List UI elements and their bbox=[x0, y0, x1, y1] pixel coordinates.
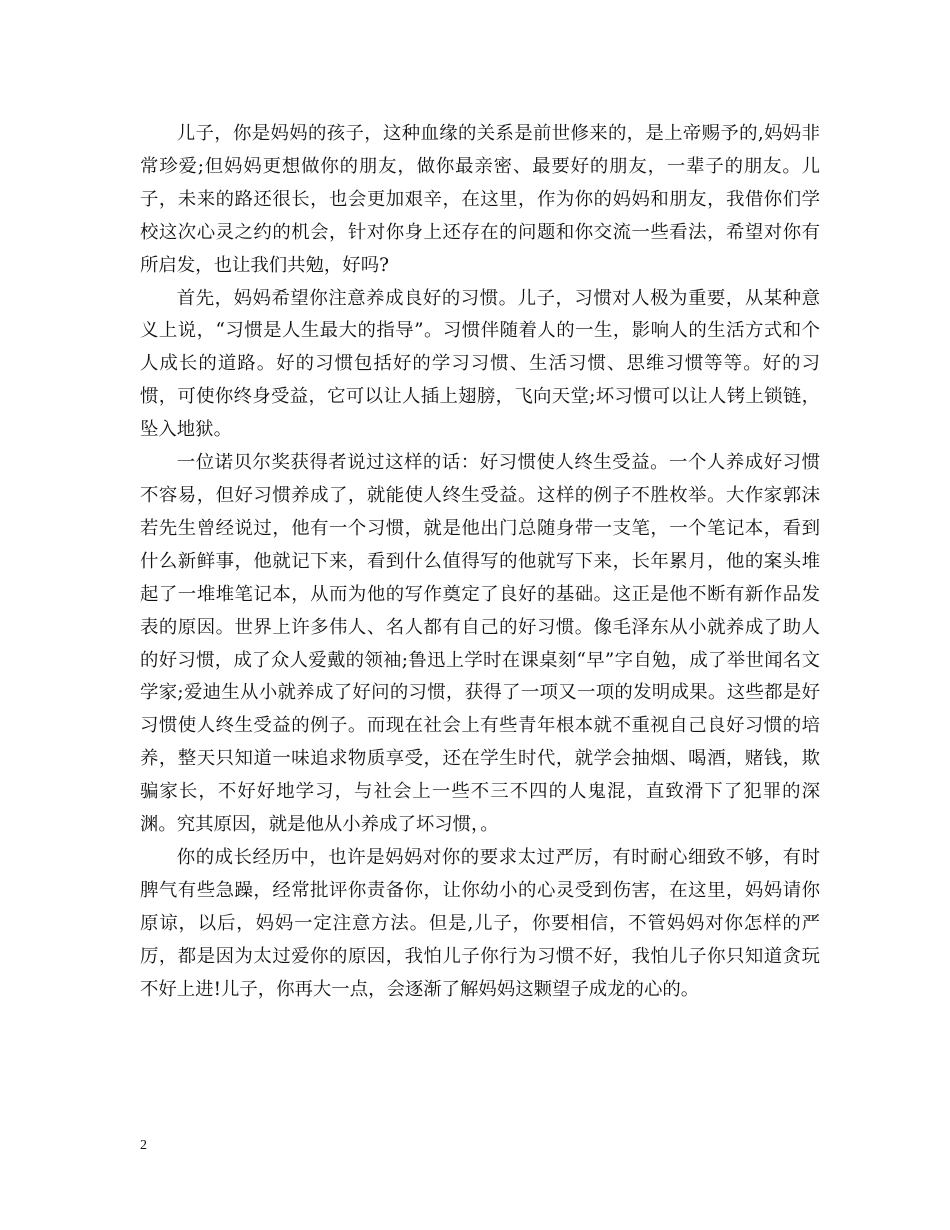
paragraph-4: 你的成长经历中，也许是妈妈对你的要求太过严厉，有时耐心细致不够，有时脾气有些急躁，经常批评你责备你，让你幼小的心灵受到伤害，在这里，妈妈请你原谅，以后，妈妈一定注意方法。但是,儿子，你要相信，不管妈妈对你怎样的严厉，都是因为太过爱你的原因，我怕儿子你行为习惯不好，我怕儿子你只知道贪玩不好上进!儿子，你再大一点，会逐渐了解妈妈这颗望子成龙的心的。 bbox=[140, 846, 820, 1000]
paragraph-1: 儿子，你是妈妈的孩子，这种血缘的关系是前世修来的，是上帝赐予的,妈妈非常珍爱;但妈妈更想做你的朋友，做你最亲密、最要好的朋友，一辈子的朋友。儿子，未来的路还很长，也会更加艰辛，在这里，作为你的妈妈和朋友，我借你们学校这次心灵之约的机会，针对你身上还存在的问题和你交流一些看法，希望对你有所启发，也让我们共勉，好吗? bbox=[140, 123, 820, 276]
body-text bbox=[140, 118, 820, 1006]
paragraph-2: 首先，妈妈希望你注意养成良好的习惯。儿子，习惯对人极为重要，从某种意义上说，“习惯是人生最大的指导”。习惯伴随着人的一生，影响人的生活方式和个人成长的道路。好的习惯包括好的学习习惯、生活习惯、思维习惯等等。好的习惯，可使你终身受益，它可以让人插上翅膀，飞向天堂;坏习惯可以让人铐上锁链，坠入地狱。 bbox=[140, 287, 820, 441]
page-number: 2 bbox=[140, 1138, 147, 1153]
paragraph-3: 一位诺贝尔奖获得者说过这样的话：好习惯使人终生受益。一个人养成好习惯不容易，但好习惯养成了，就能使人终生受益。这样的例子不胜枚举。大作家郭沫若先生曾经说过，他有一个习惯，就是他出门总随身带一支笔，一个笔记本，看到什么新鲜事，他就记下来，看到什么值得写的他就写下来，长年累月，他的案头堆起了一堆堆笔记本，从而为他的写作奠定了良好的基础。这正是他不断有新作品发表的原因。世界上许多伟人、名人都有自己的好习惯。像毛泽东从小就养成了助人的好习惯，成了众人爱戴的领袖;鲁迅上学时在课桌刻“早”字自勉，成了举世闻名文学家;爱迪生从小就养成了好问的习惯，获得了一项又一项的发明成果。这些都是好习惯使人终生受益的例子。而现在社会上有些青年根本就不重视自己良好习惯的培养，整天只知道一味追求物质享受，还在学生时代，就学会抽烟、喝酒，赌钱，欺骗家长，不好好地学习，与社会上一些不三不四的人鬼混，直致滑下了犯罪的深渊。究其原因，就是他从小养成了坏习惯，。 bbox=[140, 452, 820, 836]
